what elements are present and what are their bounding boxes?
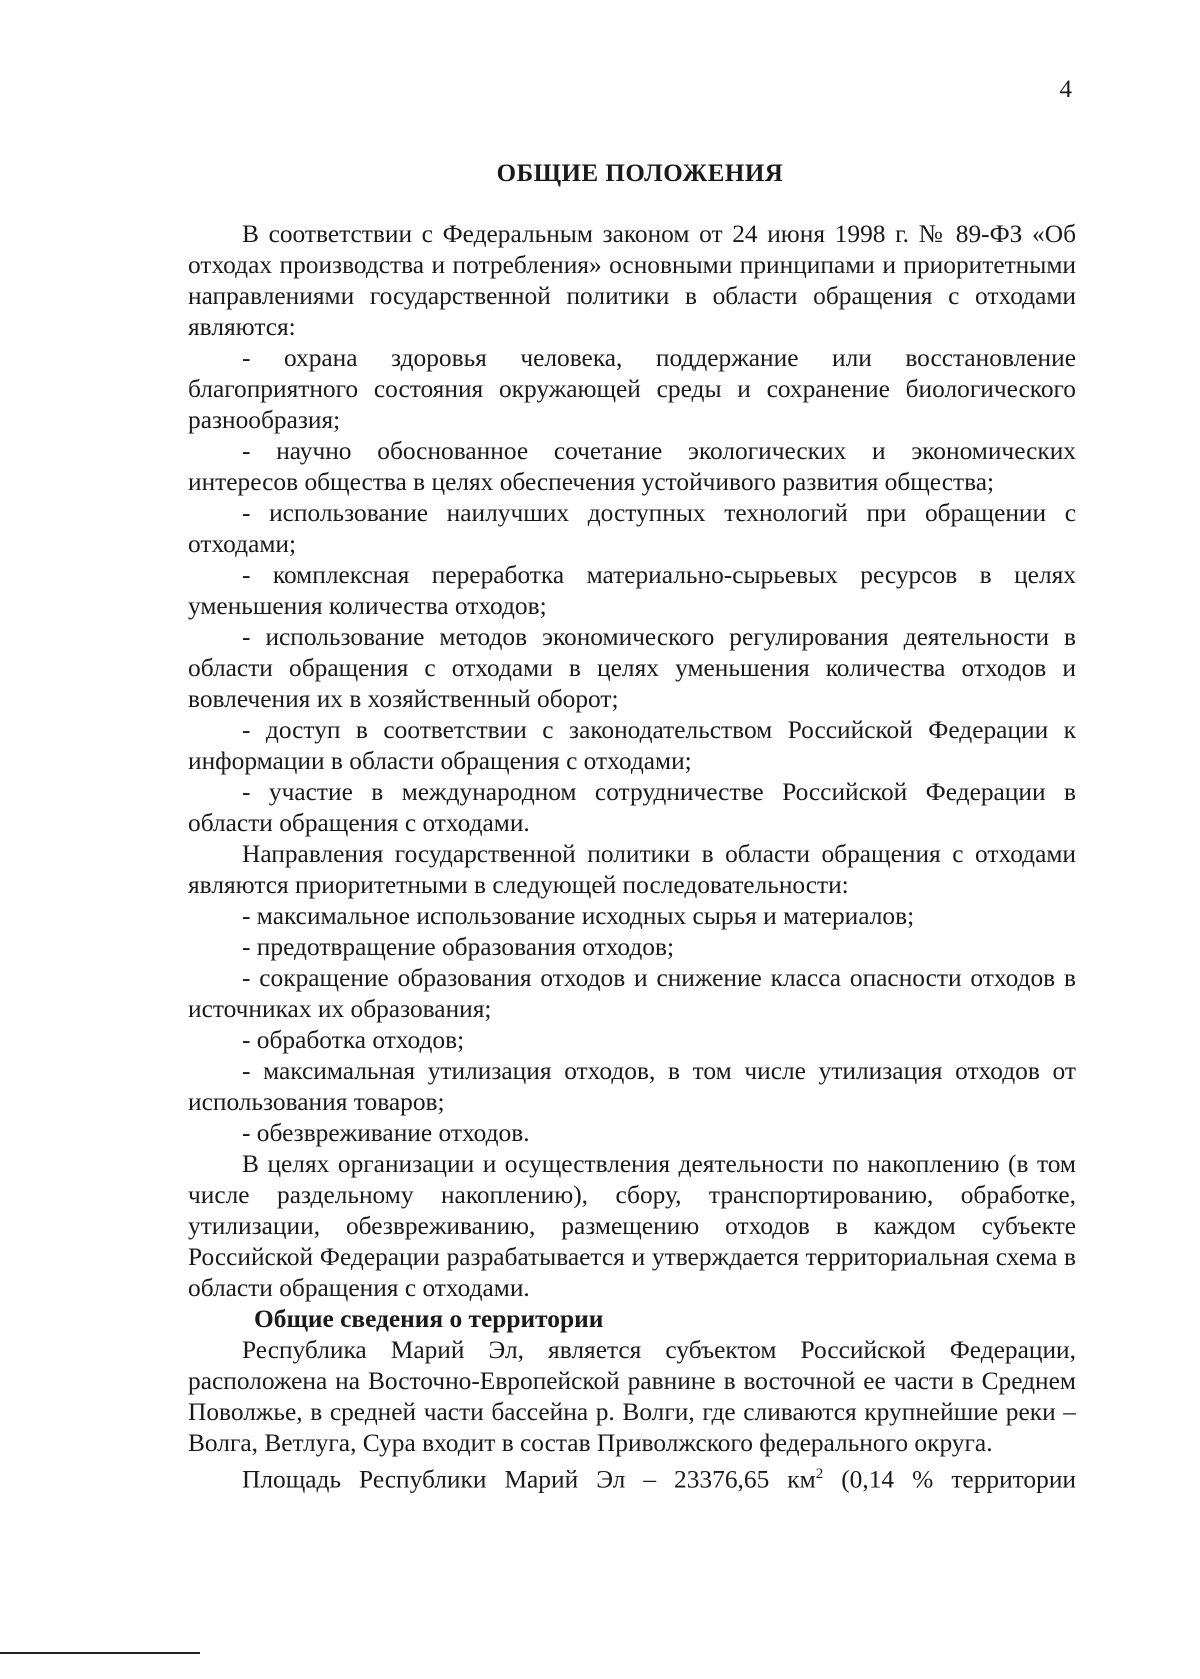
page-number: 4 [1059, 76, 1072, 103]
territorial-scheme-paragraph: В целях организации и осуществления деятельности по накоплению (в том числе раздельному накоплению), сбору, транспортированию, обработке, утилизации, обезвреживанию, размещению отходов в каждом субъекте Российской Федерации разрабатывается и утверждается территориальная схема в области обращения с отходами. [188, 1150, 1076, 1302]
area-superscript: 2 [815, 1466, 824, 1482]
principle-item: - доступ в соответствии с законодательством Российской Федерации к информации в области обращения с отходами; [188, 716, 1076, 775]
document-title: ОБЩИЕ ПОЛОЖЕНИЯ [496, 160, 784, 187]
principle-item: - охрана здоровья человека, поддержание или восстановление благоприятного состояния окружающей среды и сохранение биологического разнообразия; [188, 344, 1076, 434]
principle-item: - использование наилучших доступных технологий при обращении с отходами; [188, 499, 1076, 558]
document-body [188, 219, 1076, 1495]
area-text: Площадь Республики Марий Эл – 23376,65 км [242, 1465, 816, 1494]
priority-item: - обработка отходов; [242, 1026, 465, 1054]
footnote-rule [0, 1652, 200, 1654]
area-paragraph [188, 1459, 1076, 1495]
priority-item: - максимальная утилизация отходов, в том числе утилизация отходов от использования товаров; [188, 1057, 1076, 1116]
principle-item: - участие в международном сотрудничестве Российской Федерации в области обращения с отходами. [188, 778, 1076, 837]
priority-item: - предотвращение образования отходов; [242, 933, 675, 961]
priority-item: - максимальное использование исходных сырья и материалов; [242, 902, 915, 930]
territory-paragraph: Республика Марий Эл, является субъектом Российской Федерации, расположена на Восточно-Европейской равнине в восточной ее части в Среднем Поволжье, в средней части бассейна р. Волги, где сливаются крупнейшие реки – Волга, Ветлуга, Сура входит в состав Приволжского федерального округа. [188, 1336, 1076, 1457]
priority-item: - обезвреживание отходов. [242, 1119, 530, 1147]
priority-intro-paragraph: Направления государственной политики в области обращения с отходами являются приоритетными в следующей последовательности: [188, 840, 1076, 899]
section-heading: Общие сведения о территории [254, 1305, 604, 1333]
priority-item: - сокращение образования отходов и снижение класса опасности отходов в источниках их образования; [188, 964, 1076, 1023]
area-tail: (0,14 % территории [823, 1465, 1076, 1494]
intro-paragraph: В соответствии с Федеральным законом от 24 июня 1998 г. № 89-ФЗ «Об отходах производства и потребления» основными принципами и приоритетными направлениями государственной политики в области обращения с отходами являются: [188, 220, 1076, 341]
principle-item: - использование методов экономического регулирования деятельности в области обращения с отходами в целях уменьшения количества отходов и вовлечения их в хозяйственный оборот; [188, 623, 1076, 713]
principle-item: - комплексная переработка материально-сырьевых ресурсов в целях уменьшения количества отходов; [188, 561, 1076, 620]
principle-item: - научно обоснованное сочетание экологических и экономических интересов общества в целях обеспечения устойчивого развития общества; [188, 437, 1076, 496]
